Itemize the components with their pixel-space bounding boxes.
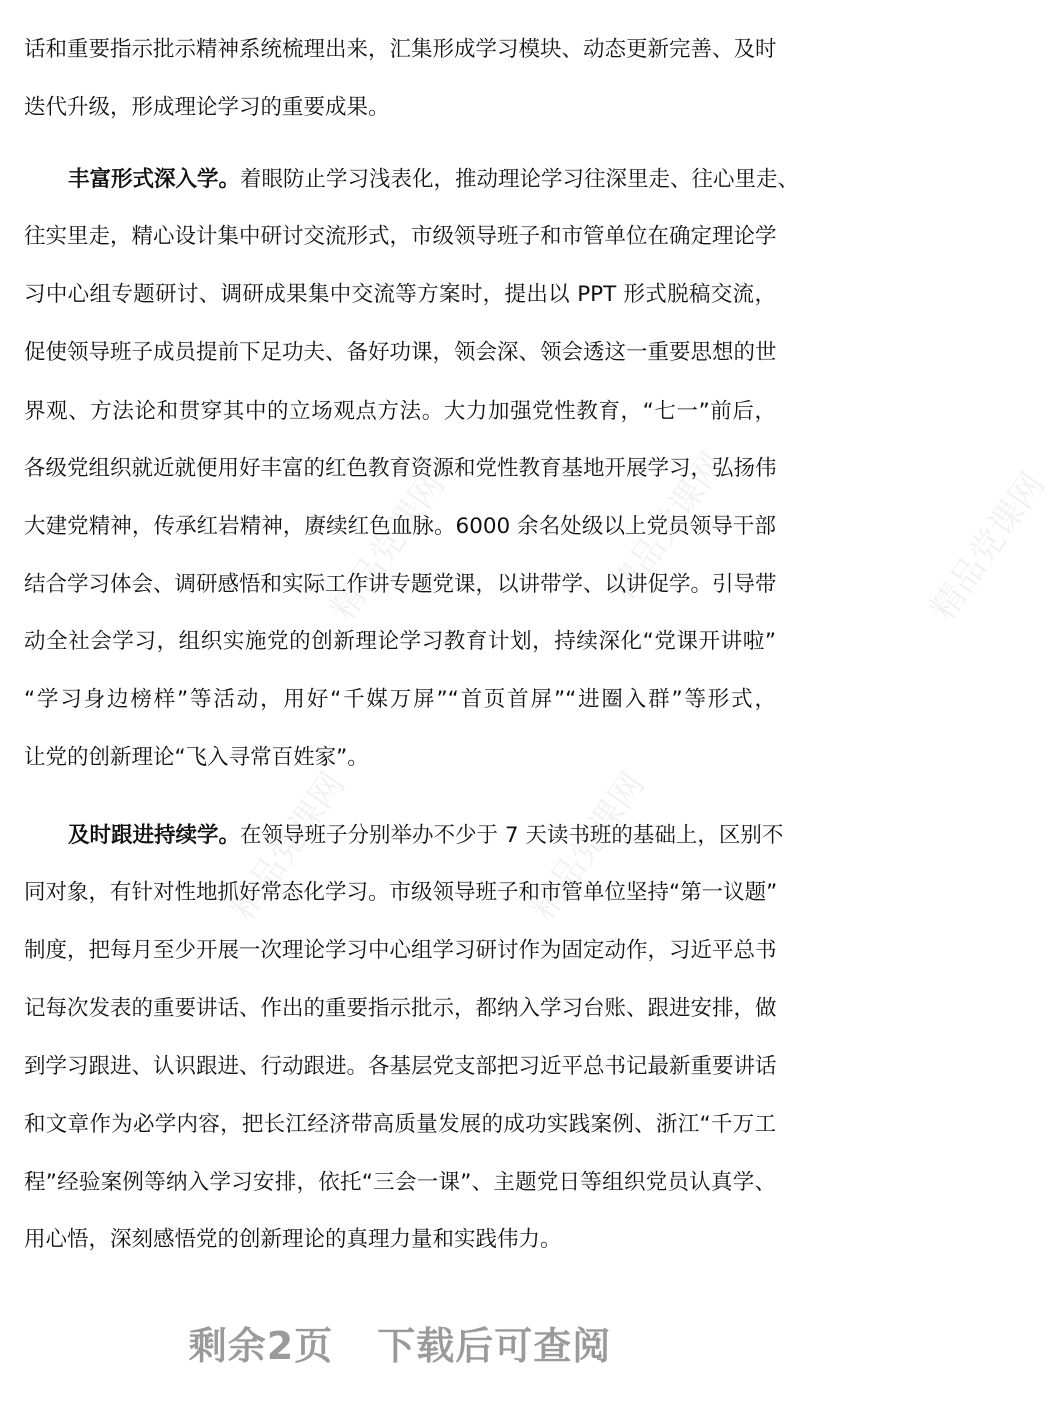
paragraph-line: 界观、方法论和贯穿其中的立场观点方法。大力加强党性教育，“七一”前后，: [24, 399, 776, 424]
paragraph-line: 结合学习体会、调研感悟和实际工作讲专题党课，以讲带学、以讲促学。引导带: [24, 572, 777, 597]
paragraph-lead: 丰富形式深入学。: [68, 167, 241, 192]
paragraph-line: 记每次发表的重要讲话、作出的重要指示批示，都纳入学习台账、跟进安排，做: [24, 996, 777, 1021]
paragraph-first-line: [68, 821, 784, 851]
paragraph-line: 动全社会学习，组织实施党的创新理论学习教育计划，持续深化“党课开讲啦”: [24, 629, 776, 654]
watermark: 精品党课网: [222, 765, 354, 928]
paragraph-lead: 及时跟进持续学。: [68, 823, 241, 848]
paragraph-line: 大建党精神，传承红岩精神，赓续红色血脉。6000 余名处级以上党员领导干部: [24, 514, 776, 539]
paragraph-line: 各级党组织就近就便用好丰富的红色教育资源和党性教育基地开展学习，弘扬伟: [24, 456, 777, 481]
paragraph-text: 在领导班子分别举办不少于 7 天读书班的基础上，区别不: [240, 823, 784, 848]
paragraph-line: “学习身边榜样”等活动，用好“千媒万屏”“首页首屏”“进圈入群”等形式，: [24, 687, 776, 712]
paragraph-line: 和文章作为必学内容，把长江经济带高质量发展的成功实践案例、浙江“千万工: [24, 1112, 776, 1137]
paragraph-line: 促使领导班子成员提前下足功夫、备好功课，领会深、领会透这一重要思想的世: [24, 340, 777, 365]
download-prompt[interactable]: [0, 1315, 800, 1370]
download-to-view-label[interactable]: 下载后可查阅: [377, 1324, 612, 1368]
paragraph-line: 迭代升级，形成理论学习的重要成果。: [24, 95, 390, 120]
paragraph-line: 制度，把每月至少开展一次理论学习中心组学习研讨作为固定动作，习近平总书: [24, 938, 777, 963]
paragraph-line: 往实里走，精心设计集中研讨交流形式，市级领导班子和市管单位在确定理论学: [24, 224, 777, 249]
paragraph-line: 习中心组专题研讨、调研成果集中交流等方案时，提出以 PPT 形式脱稿交流，: [24, 282, 776, 307]
paragraph-line: 话和重要指示批示精神系统梳理出来，汇集形成学习模块、动态更新完善、及时: [24, 37, 777, 62]
paragraph-line: 同对象，有针对性地抓好常态化学习。市级领导班子和市管单位坚持“第一议题”: [24, 880, 778, 905]
paragraph-line: 程”经验案例等纳入学习安排，依托“三会一课”、主题党日等组织党员认真学、: [24, 1170, 776, 1195]
watermark: 精品党课网: [922, 465, 1054, 628]
paragraph-line: 到学习跟进、认识跟进、行动跟进。各基层党支部把习近平总书记最新重要讲话: [24, 1054, 777, 1079]
paragraph-line: 让党的创新理论“飞入寻常百姓家”。: [24, 745, 369, 770]
watermark: 精品党课网: [322, 465, 454, 628]
paragraph-text: 着眼防止学习浅表化，推动理论学习往深里走、往心里走、: [240, 167, 800, 192]
paragraph-first-line: [68, 165, 800, 195]
watermark: 精品党课网: [602, 445, 734, 608]
watermark: 精品党课网: [522, 765, 654, 928]
remaining-pages-label: 剩余2页: [188, 1324, 334, 1368]
paragraph-line: 用心悟，深刻感悟党的创新理论的真理力量和实践伟力。: [24, 1227, 562, 1252]
